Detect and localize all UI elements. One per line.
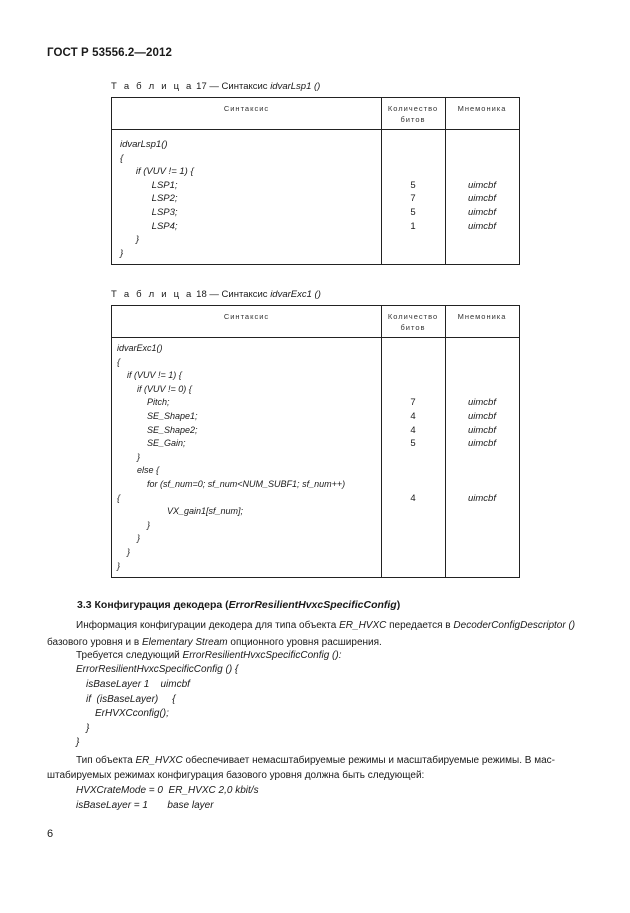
table18-caption: Т а б л и ц а 18 — Синтаксис idvarExc1 () — [111, 289, 321, 300]
config-code-line: if (isBaseLayer) { — [86, 694, 176, 705]
config-code-line: ErHVXCconfig(); — [95, 708, 169, 719]
section-title-italic: ErrorResilientHvxcSpecificConfig — [228, 599, 397, 611]
paragraph-object-type: Тип объекта ER_HVXC обеспечивает немасштабируемые режимы и масштабируемые режимы. В мас- — [76, 755, 555, 766]
paragraph-decoder-info: Информация конфигурации декодера для типа объекта ER_HVXC передается в DecoderConfigDescriptor () базового уровня и в Elementary Stream опционного уровня расширения. — [47, 620, 576, 648]
column-header-syntax: Синтаксис — [223, 312, 270, 321]
column-header-syntax: Синтаксис — [223, 104, 270, 113]
config-code-line: ErrorResilientHvxcSpecificConfig () { — [76, 664, 239, 675]
config-code-line: isBaseLayer 1 uimcbf — [86, 679, 190, 690]
column-header-mnemonic: Мнемоника — [457, 104, 507, 113]
table18 — [111, 305, 520, 578]
caption-word: Т а б л и ц а — [111, 81, 194, 92]
syntax-code: idvarExc1() { if (VUV != 1) { if (VUV != 0) { Pitch; SE_Shape1; SE_Shape2; SE_Gain; } else { for (sf_num=0; sf_num<NUM_SUBF1; sf_num++) { VX_gain1[sf_num]; } } } } — [117, 343, 346, 571]
column-header-bits: Количество битов — [387, 104, 439, 124]
paragraph-object-type-cont: штабируемых режимах конфигурация базового уровня должна быть следующей: — [47, 770, 425, 781]
table17 — [111, 97, 520, 265]
bits-values: 5 7 5 1 — [410, 179, 416, 232]
caption-func: idvarExc1 () — [270, 289, 321, 300]
config-code-line: } — [76, 737, 80, 748]
syntax-code: idvarLsp1() { if (VUV != 1) { LSP1; LSP2; LSP3; LSP4; } } — [120, 139, 194, 259]
caption-func: idvarLsp1 () — [270, 81, 321, 92]
table17-caption: Т а б л и ц а 17 — Синтаксис idvarLsp1 () — [111, 81, 321, 92]
mnemonic-values: uimcbf uimcbf uimcbf uimcbf — [468, 179, 496, 232]
bits-values: 7 4 4 5 4 — [410, 397, 416, 504]
column-header-bits: Количество битов — [387, 312, 439, 332]
document-header: ГОСТ Р 53556.2—2012 — [47, 47, 172, 59]
page-number: 6 — [47, 828, 54, 840]
config-line-baselayer: isBaseLayer = 1 base layer — [76, 800, 214, 811]
column-header-mnemonic: Мнемоника — [457, 312, 507, 321]
section-heading: 3.3 Конфигурация декодера (ErrorResilientHvxcSpecificConfig) — [77, 599, 401, 611]
mnemonic-values: uimcbf uimcbf uimcbf uimcbf uimcbf — [468, 397, 496, 504]
caption-word: Т а б л и ц а — [111, 289, 194, 300]
config-code-line: } — [86, 723, 90, 734]
config-line-ratemode: HVXCrateMode = 0 ER_HVXC 2,0 kbit/s — [76, 785, 259, 796]
paragraph-required: Требуется следующий ErrorResilientHvxcSpecificConfig (): — [76, 650, 342, 661]
